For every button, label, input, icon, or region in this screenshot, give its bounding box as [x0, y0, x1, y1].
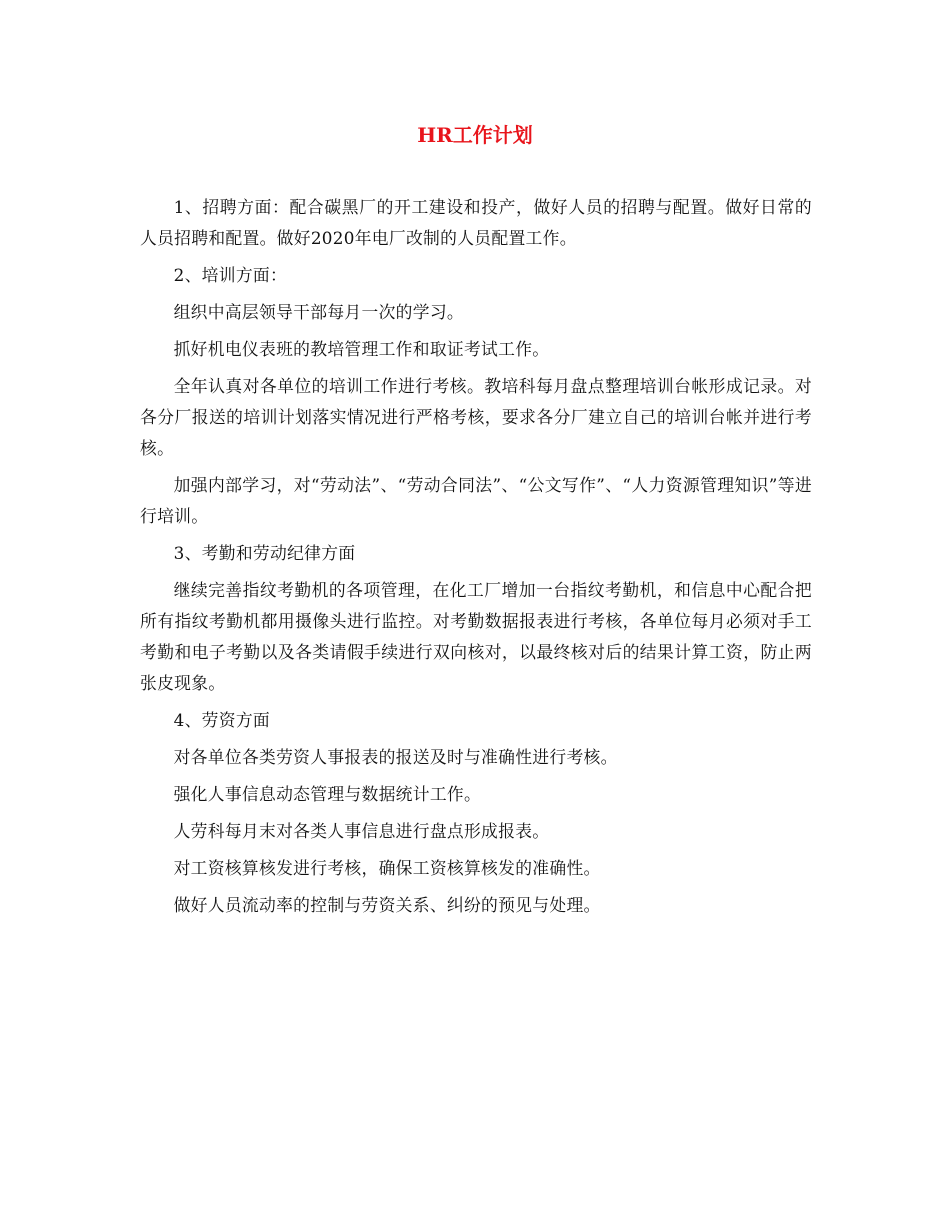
paragraph-labor-item: 对工资核算核发进行考核，确保工资核算核发的准确性。	[173, 858, 601, 878]
paragraph-recruitment: 1、招聘方面：配合碳黑厂的开工建设和投产，做好人员的招聘与配置。做好日常的人员招聘和配置。做好2020年电厂改制的人员配置工作。	[140, 197, 812, 248]
paragraph-labor-item: 人劳科每月末对各类人事信息进行盘点形成报表。	[173, 821, 550, 841]
paragraph-labor-item: 强化人事信息动态管理与数据统计工作。	[173, 784, 482, 804]
paragraph-attendance-item: 继续完善指纹考勤机的各项管理，在化工厂增加一台指纹考勤机，和信息中心配合把所有指纹考勤机都用摄像头进行监控。对考勤数据报表进行考核，各单位每月必须对手工考勤和电子考勤以及各类请假手续进行双向核对，以最终核对后的结果计算工资，防止两张皮现象。	[140, 580, 812, 693]
paragraph-training-heading: 2、培训方面：	[173, 265, 288, 285]
paragraph-training-item: 加强内部学习，对“劳动法”、“劳动合同法”、“公文写作”、“人力资源管理知识”等进行培训。	[140, 475, 812, 526]
document-body	[140, 192, 812, 921]
paragraph-training-item: 抓好机电仪表班的教培管理工作和取证考试工作。	[173, 339, 550, 359]
paragraph-training-item: 全年认真对各单位的培训工作进行考核。教培科每月盘点整理培训台帐形成记录。对各分厂报送的培训计划落实情况进行严格考核，要求各分厂建立自己的培训台帐并进行考核。	[140, 376, 812, 458]
paragraph-training-item: 组织中高层领导干部每月一次的学习。	[173, 302, 464, 322]
paragraph-labor-item: 做好人员流动率的控制与劳资关系、纠纷的预见与处理。	[173, 895, 601, 915]
paragraph-labor-heading: 4、劳资方面	[173, 710, 270, 730]
document-title: HR工作计划	[417, 123, 533, 147]
paragraph-labor-item: 对各单位各类劳资人事报表的报送及时与准确性进行考核。	[173, 747, 618, 767]
paragraph-attendance-heading: 3、考勤和劳动纪律方面	[173, 543, 356, 563]
